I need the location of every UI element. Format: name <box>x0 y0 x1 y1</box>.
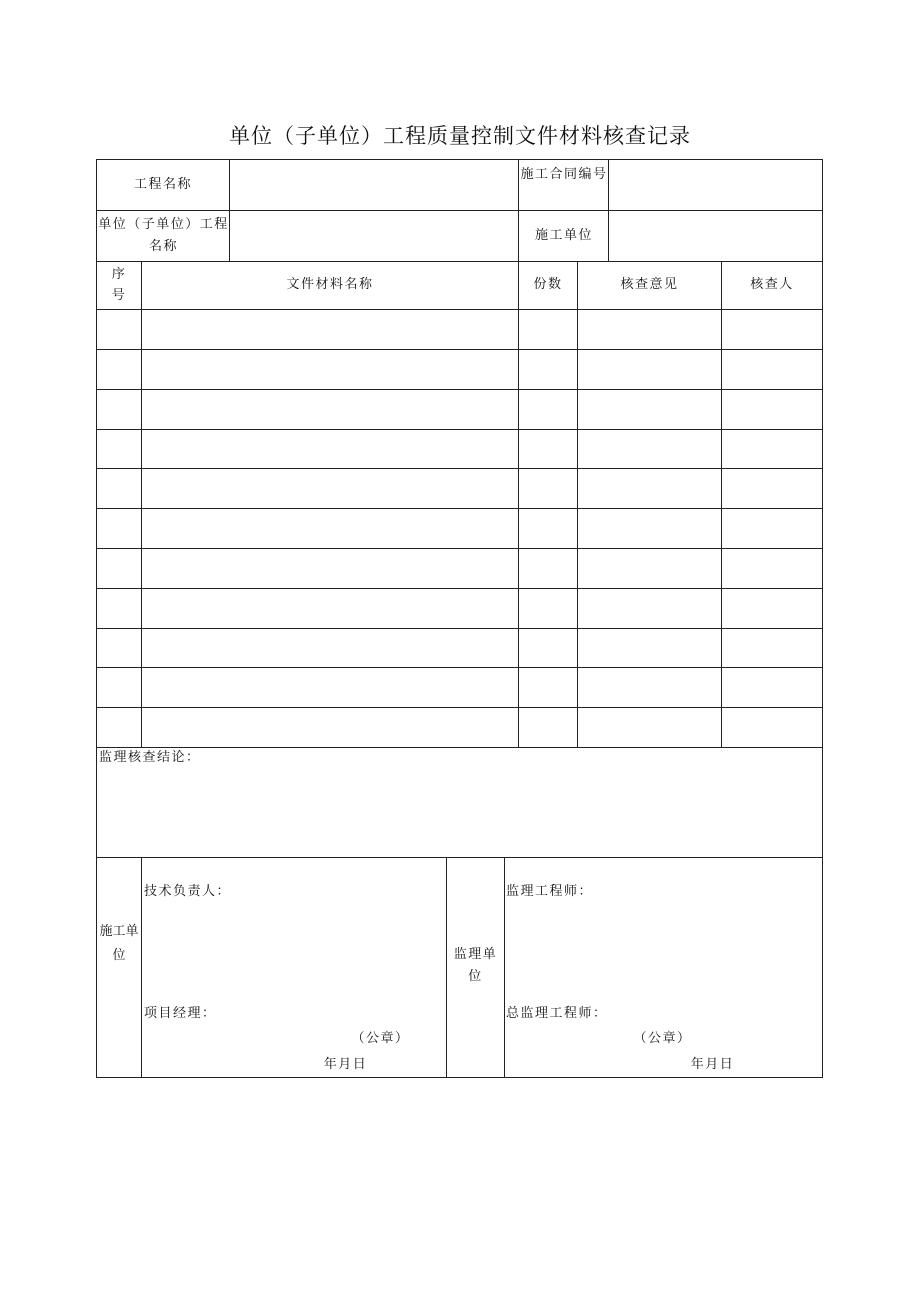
table-row-divider <box>96 628 823 629</box>
column-header-copies: 份数 <box>533 277 563 292</box>
header-col-divider-1 <box>229 159 230 261</box>
project-name-field[interactable] <box>231 161 517 209</box>
header-col-divider-2 <box>518 159 519 261</box>
col-divider-sequence <box>141 261 142 747</box>
col-divider-copies <box>577 261 578 747</box>
row-reviewer-cell[interactable] <box>723 470 821 507</box>
header-col-divider-3 <box>608 159 609 261</box>
right-date-label: 年月日 <box>690 1057 735 1072</box>
contract-number-field[interactable] <box>610 161 821 209</box>
row-sequence-cell[interactable] <box>98 510 140 547</box>
supervision-unit-signature-label: 监理单位 <box>453 947 498 984</box>
table-row-divider <box>96 667 823 668</box>
header-row-divider-1 <box>96 210 823 211</box>
column-header-divider <box>96 309 823 310</box>
row-sequence-cell[interactable] <box>98 709 140 746</box>
row-copies-cell[interactable] <box>520 391 576 428</box>
table-row-divider <box>96 588 823 589</box>
row-material-name-cell[interactable] <box>143 431 517 467</box>
project-manager-signature-field[interactable] <box>210 1002 440 1026</box>
chief-supervising-engineer-label: 总监理工程师： <box>506 1006 608 1021</box>
row-review-opinion-cell[interactable] <box>579 431 720 467</box>
row-material-name-cell[interactable] <box>143 391 517 428</box>
table-row-divider <box>96 429 823 430</box>
construction-unit-signature-label <box>97 920 141 1014</box>
row-sequence-cell[interactable] <box>98 311 140 348</box>
conclusion-divider <box>96 857 823 858</box>
row-copies-cell[interactable] <box>520 351 576 388</box>
supervision-conclusion-label: 监理核查结论： <box>99 750 201 765</box>
row-copies-cell[interactable] <box>520 630 576 666</box>
row-copies-cell[interactable] <box>520 510 576 547</box>
row-copies-cell[interactable] <box>520 311 576 348</box>
row-sequence-cell[interactable] <box>98 391 140 428</box>
row-material-name-cell[interactable] <box>143 709 517 746</box>
table-row-divider <box>96 349 823 350</box>
row-reviewer-cell[interactable] <box>723 510 821 547</box>
table-row-divider <box>96 508 823 509</box>
row-sequence-cell[interactable] <box>98 630 140 666</box>
contract-number-label: 施工合同编号 <box>520 167 608 182</box>
table-border-bottom <box>96 1077 823 1078</box>
sub-unit-project-name-label: 单位（子单位）工程名称 <box>98 217 229 254</box>
col-divider-material-name <box>518 261 519 747</box>
signature-col-divider-3 <box>504 857 505 1077</box>
chief-supervising-engineer-signature-field[interactable] <box>610 1002 815 1026</box>
row-reviewer-cell[interactable] <box>723 669 821 706</box>
row-copies-cell[interactable] <box>520 470 576 507</box>
left-seal-label: （公章） <box>351 1031 410 1046</box>
row-review-opinion-cell[interactable] <box>579 590 720 627</box>
signature-col-divider-1 <box>141 857 142 1077</box>
row-copies-cell[interactable] <box>520 550 576 587</box>
column-header-review-opinion: 核查意见 <box>620 277 679 292</box>
row-reviewer-cell[interactable] <box>723 709 821 746</box>
row-review-opinion-cell[interactable] <box>579 470 720 507</box>
row-material-name-cell[interactable] <box>143 470 517 507</box>
right-seal-label: （公章） <box>633 1031 692 1046</box>
row-reviewer-cell[interactable] <box>723 630 821 666</box>
row-sequence-cell[interactable] <box>98 669 140 706</box>
column-header-reviewer: 核查人 <box>750 277 794 292</box>
row-sequence-cell[interactable] <box>98 590 140 627</box>
row-review-opinion-cell[interactable] <box>579 351 720 388</box>
row-material-name-cell[interactable] <box>143 311 517 348</box>
page-title: 单位（子单位）工程质量控制文件材料核查记录 <box>229 124 691 148</box>
table-row-divider <box>96 468 823 469</box>
row-material-name-cell[interactable] <box>143 590 517 627</box>
supervising-engineer-signature-field[interactable] <box>595 880 815 904</box>
column-header-material-name: 文件材料名称 <box>286 277 374 292</box>
row-material-name-cell[interactable] <box>143 669 517 706</box>
row-sequence-cell[interactable] <box>98 550 140 587</box>
table-row-divider <box>96 389 823 390</box>
row-review-opinion-cell[interactable] <box>579 669 720 706</box>
left-date-label: 年月日 <box>323 1057 368 1072</box>
technical-lead-label: 技术负责人： <box>144 884 232 899</box>
row-sequence-cell[interactable] <box>98 351 140 388</box>
table-row-divider <box>96 548 823 549</box>
construction-unit-signature-text: 施工单位 <box>99 924 139 963</box>
row-review-opinion-cell[interactable] <box>579 550 720 587</box>
table-border-top <box>96 159 823 160</box>
table-row-divider <box>96 707 823 708</box>
row-reviewer-cell[interactable] <box>723 351 821 388</box>
table-border-right <box>822 159 823 1078</box>
row-copies-cell[interactable] <box>520 669 576 706</box>
row-reviewer-cell[interactable] <box>723 391 821 428</box>
row-material-name-cell[interactable] <box>143 351 517 388</box>
project-name-label: 工程名称 <box>133 177 192 192</box>
row-sequence-cell[interactable] <box>98 431 140 467</box>
row-reviewer-cell[interactable] <box>723 311 821 348</box>
row-reviewer-cell[interactable] <box>723 590 821 627</box>
construction-unit-label: 施工单位 <box>534 228 593 243</box>
row-review-opinion-cell[interactable] <box>579 630 720 666</box>
row-copies-cell[interactable] <box>520 431 576 467</box>
construction-unit-field[interactable] <box>610 212 821 260</box>
technical-lead-signature-field[interactable] <box>220 880 440 904</box>
sub-unit-project-name-field[interactable] <box>231 212 517 260</box>
row-copies-cell[interactable] <box>520 709 576 746</box>
row-copies-cell[interactable] <box>520 590 576 627</box>
project-manager-label: 项目经理： <box>144 1006 217 1021</box>
col-divider-review-opinion <box>721 261 722 747</box>
header-row-divider-2 <box>96 261 823 262</box>
row-material-name-cell[interactable] <box>143 510 517 547</box>
row-material-name-cell[interactable] <box>143 550 517 587</box>
row-review-opinion-cell[interactable] <box>579 510 720 547</box>
column-header-sequence: 序号 <box>111 267 127 303</box>
row-review-opinion-cell[interactable] <box>579 709 720 746</box>
supervising-engineer-label: 监理工程师： <box>506 884 594 899</box>
row-review-opinion-cell[interactable] <box>579 311 720 348</box>
row-material-name-cell[interactable] <box>143 630 517 666</box>
row-reviewer-cell[interactable] <box>723 431 821 467</box>
supervision-conclusion-field[interactable] <box>99 772 820 854</box>
row-review-opinion-cell[interactable] <box>579 391 720 428</box>
row-reviewer-cell[interactable] <box>723 550 821 587</box>
row-sequence-cell[interactable] <box>98 470 140 507</box>
